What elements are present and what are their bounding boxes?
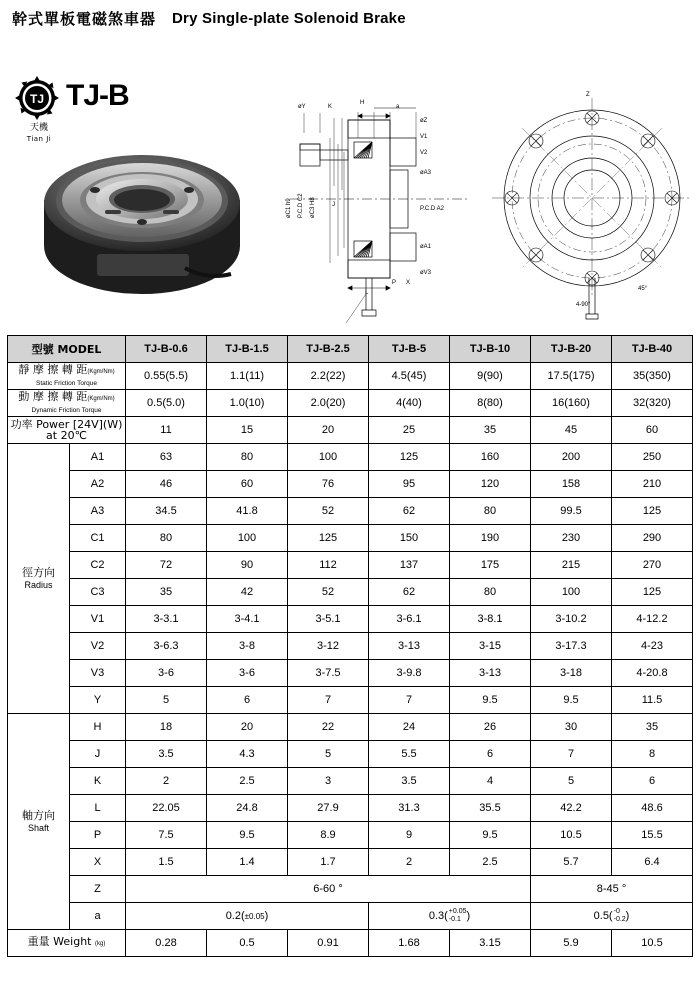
cell: 80 [126, 525, 207, 552]
cell: 4-23 [612, 633, 693, 660]
cell: 35 [450, 417, 531, 444]
cell: 24 [369, 714, 450, 741]
cell: 215 [531, 552, 612, 579]
cell: 95 [369, 471, 450, 498]
table-row [8, 795, 693, 822]
cell: 11 [126, 417, 207, 444]
cell: 100 [288, 444, 369, 471]
illustration-area [0, 33, 700, 333]
cell: 60 [612, 417, 693, 444]
cell: 3.5 [369, 768, 450, 795]
cell: 210 [612, 471, 693, 498]
svg-text:øV3: øV3 [420, 270, 432, 276]
cell: 15.5 [612, 822, 693, 849]
cell: 7 [369, 687, 450, 714]
cell: 3 [288, 768, 369, 795]
group-label-shaft: 軸方向 Shaft [8, 714, 70, 930]
cell: 31.3 [369, 795, 450, 822]
cell: 26 [450, 714, 531, 741]
cell: 6 [450, 741, 531, 768]
dim-name: A2 [70, 471, 126, 498]
cell: 1.7 [288, 849, 369, 876]
model-col-6: TJ-B-40 [612, 336, 693, 363]
cell: 125 [369, 444, 450, 471]
company-pinyin: Tian Ji [26, 135, 52, 143]
table-row [8, 876, 693, 903]
svg-text:P.C.D A2: P.C.D A2 [420, 206, 444, 212]
cell: 3-6 [126, 660, 207, 687]
dim-name: a [70, 903, 126, 930]
table-row [8, 903, 693, 930]
model-col-5: TJ-B-20 [531, 336, 612, 363]
cell-a-1: 0.2(±0.05) [126, 903, 369, 930]
cell: 1.5 [126, 849, 207, 876]
cell: 17.5(175) [531, 363, 612, 390]
cell: 190 [450, 525, 531, 552]
cell-a-2: 0.3( +0.05 -0.1 ) [369, 903, 531, 930]
cell: 35 [612, 714, 693, 741]
cell: 3-18 [531, 660, 612, 687]
cell: 125 [612, 579, 693, 606]
cell: 90 [207, 552, 288, 579]
cell: 3.15 [450, 930, 531, 957]
svg-text:øA1: øA1 [420, 244, 432, 250]
cell: 3-17.3 [531, 633, 612, 660]
cell: 7 [531, 741, 612, 768]
cell: 125 [288, 525, 369, 552]
table-row [8, 444, 693, 471]
cell: 7.5 [126, 822, 207, 849]
svg-text:V1: V1 [420, 134, 428, 140]
svg-text:øC3 H8: øC3 H8 [310, 197, 316, 218]
cell: 3-10.2 [531, 606, 612, 633]
svg-text:øZ: øZ [420, 118, 428, 124]
cell: 270 [612, 552, 693, 579]
cell: 76 [288, 471, 369, 498]
dim-name: J [70, 741, 126, 768]
cell: 100 [207, 525, 288, 552]
model-col-1: TJ-B-1.5 [207, 336, 288, 363]
cell: 2.5 [207, 768, 288, 795]
page-header [0, 0, 700, 33]
cell: 0.91 [288, 930, 369, 957]
cell: 3-12 [288, 633, 369, 660]
table-row [8, 579, 693, 606]
cell: 9 [369, 822, 450, 849]
cell: 2 [126, 768, 207, 795]
cell: 3-9.8 [369, 660, 450, 687]
cell: 3.5 [126, 741, 207, 768]
cell: 9(90) [450, 363, 531, 390]
svg-text:P.C.D C2: P.C.D C2 [298, 193, 304, 218]
cell: 290 [612, 525, 693, 552]
cell: 3-4.1 [207, 606, 288, 633]
cell: 3-6 [207, 660, 288, 687]
row-label-dynamic-torque: 動 摩 擦 轉 距(Kgm/Nm) Dynamic Friction Torque [8, 390, 126, 417]
cell: 200 [531, 444, 612, 471]
cell: 45 [531, 417, 612, 444]
table-row [8, 849, 693, 876]
specification-table [7, 335, 693, 957]
cell: 0.55(5.5) [126, 363, 207, 390]
svg-text:Z: Z [586, 92, 590, 98]
svg-text:øC1 h9: øC1 h9 [286, 198, 292, 218]
dim-name: H [70, 714, 126, 741]
brand-logo [14, 75, 164, 143]
cell: 80 [207, 444, 288, 471]
cell: 34.5 [126, 498, 207, 525]
cell: 22 [288, 714, 369, 741]
cell: 5.9 [531, 930, 612, 957]
cell: 46 [126, 471, 207, 498]
cell: 41.8 [207, 498, 288, 525]
cell: 52 [288, 498, 369, 525]
cell: 9.5 [450, 822, 531, 849]
cell: 8.9 [288, 822, 369, 849]
brand-name: TJ-B [66, 79, 129, 112]
row-label-power: 功率 Power [24V](W) at 20℃ [8, 417, 126, 444]
table-row [8, 660, 693, 687]
cell: 72 [126, 552, 207, 579]
table-row [8, 741, 693, 768]
cell: 120 [450, 471, 531, 498]
table-row [8, 768, 693, 795]
cell: 10.5 [612, 930, 693, 957]
page-title-cn: 幹式單板電磁煞車器 [12, 10, 157, 28]
cell: 15 [207, 417, 288, 444]
table-row [8, 552, 693, 579]
cell: 4 [450, 768, 531, 795]
cell: 1.1(11) [207, 363, 288, 390]
cell: 4-12.2 [612, 606, 693, 633]
cell: 100 [531, 579, 612, 606]
svg-text:a: a [396, 104, 400, 110]
cell: 0.5(5.0) [126, 390, 207, 417]
dim-name: A3 [70, 498, 126, 525]
cell: 4.3 [207, 741, 288, 768]
group-label-radius: 徑方向 Radius [8, 444, 70, 714]
gear-icon [14, 75, 60, 121]
dim-name: C2 [70, 552, 126, 579]
table-row [8, 606, 693, 633]
dim-name: K [70, 768, 126, 795]
cell: 20 [288, 417, 369, 444]
cell: 112 [288, 552, 369, 579]
table-row [8, 714, 693, 741]
cell: 3-8.1 [450, 606, 531, 633]
cell: 52 [288, 579, 369, 606]
face-view-drawing [490, 78, 695, 323]
dim-name: V3 [70, 660, 126, 687]
cell: 60 [207, 471, 288, 498]
cell: 6.4 [612, 849, 693, 876]
cell: 5 [126, 687, 207, 714]
table-row [8, 417, 693, 444]
cell: 3-13 [369, 633, 450, 660]
cell: 18 [126, 714, 207, 741]
model-col-0: TJ-B-0.6 [126, 336, 207, 363]
cell: 32(320) [612, 390, 693, 417]
dim-name: Y [70, 687, 126, 714]
table-row [8, 525, 693, 552]
table-row [8, 363, 693, 390]
cell: 5 [531, 768, 612, 795]
cell: 8 [612, 741, 693, 768]
cell: 22.05 [126, 795, 207, 822]
model-col-2: TJ-B-2.5 [288, 336, 369, 363]
cell: 150 [369, 525, 450, 552]
cell: 30 [531, 714, 612, 741]
row-label-weight: 重量 Weight (kg) [8, 930, 126, 957]
cell: 230 [531, 525, 612, 552]
cell: 7 [288, 687, 369, 714]
cell: 6 [612, 768, 693, 795]
company-name: 天機 Tian Ji [26, 123, 52, 143]
cell: 4(40) [369, 390, 450, 417]
model-col-4: TJ-B-10 [450, 336, 531, 363]
row-label-static-torque: 靜 摩 擦 轉 距(Kgm/Nm) Static Friction Torque [8, 363, 126, 390]
cell: 3-15 [450, 633, 531, 660]
cell: 63 [126, 444, 207, 471]
cell: 5.7 [531, 849, 612, 876]
cell: 80 [450, 579, 531, 606]
svg-text:øA3: øA3 [420, 170, 432, 176]
cell: 125 [612, 498, 693, 525]
cell: 2.5 [450, 849, 531, 876]
cell: 35.5 [450, 795, 531, 822]
cell: 16(160) [531, 390, 612, 417]
cell: 1.68 [369, 930, 450, 957]
model-header: 型號 MODEL [8, 336, 126, 363]
cell: 1.4 [207, 849, 288, 876]
dim-name: V1 [70, 606, 126, 633]
dim-name: X [70, 849, 126, 876]
cell: 10.5 [531, 822, 612, 849]
cell: 25 [369, 417, 450, 444]
dim-name: Z [70, 876, 126, 903]
cell: 0.5 [207, 930, 288, 957]
cell: 62 [369, 579, 450, 606]
cell: 2 [369, 849, 450, 876]
cell: 0.28 [126, 930, 207, 957]
cell: 250 [612, 444, 693, 471]
svg-text:J: J [332, 202, 335, 208]
svg-text:X: X [406, 280, 411, 286]
dim-name: L [70, 795, 126, 822]
cell: 11.5 [612, 687, 693, 714]
table-row [8, 498, 693, 525]
table-row [8, 822, 693, 849]
cell: 62 [369, 498, 450, 525]
table-row [8, 687, 693, 714]
cell: 1.0(10) [207, 390, 288, 417]
cell: 99.5 [531, 498, 612, 525]
cell: 5.5 [369, 741, 450, 768]
cell: 9.5 [531, 687, 612, 714]
cell: 24.8 [207, 795, 288, 822]
cell: 3-3.1 [126, 606, 207, 633]
cell-z-left: 6-60 ° [126, 876, 531, 903]
cell-a-3: 0.5( -0 -0.2 ) [531, 903, 693, 930]
cell: 5 [288, 741, 369, 768]
cell: 2.0(20) [288, 390, 369, 417]
svg-text:TJ: TJ [29, 92, 45, 106]
cell: 137 [369, 552, 450, 579]
table-row [8, 471, 693, 498]
svg-text:H: H [360, 100, 365, 106]
table-row [8, 930, 693, 957]
cell: 4.5(45) [369, 363, 450, 390]
cell: 35(350) [612, 363, 693, 390]
dim-name: C1 [70, 525, 126, 552]
cell: 9.5 [207, 822, 288, 849]
svg-text:K: K [328, 104, 333, 110]
cell: 4-20.8 [612, 660, 693, 687]
table-row [8, 390, 693, 417]
svg-text:øY: øY [298, 104, 306, 110]
cell: 48.6 [612, 795, 693, 822]
svg-text:L: L [365, 290, 369, 296]
dim-name: C3 [70, 579, 126, 606]
cell: 175 [450, 552, 531, 579]
cell: 3-13 [450, 660, 531, 687]
cell: 6 [207, 687, 288, 714]
dim-name: V2 [70, 633, 126, 660]
model-col-3: TJ-B-5 [369, 336, 450, 363]
page-title-en: Dry Single-plate Solenoid Brake [172, 10, 406, 27]
cell: 158 [531, 471, 612, 498]
svg-text:V2: V2 [420, 150, 428, 156]
svg-text:P: P [392, 280, 397, 286]
cell: 35 [126, 579, 207, 606]
cell: 3-5.1 [288, 606, 369, 633]
cell: 3-8 [207, 633, 288, 660]
cell: 80 [450, 498, 531, 525]
cell: 3-7.5 [288, 660, 369, 687]
cell: 3-6.3 [126, 633, 207, 660]
table-header-row [8, 336, 693, 363]
cell: 42.2 [531, 795, 612, 822]
svg-text:45°: 45° [638, 286, 648, 292]
table-row [8, 633, 693, 660]
product-photo [35, 128, 250, 303]
cross-section-drawing [270, 78, 480, 323]
cell: 160 [450, 444, 531, 471]
cell: 20 [207, 714, 288, 741]
cell: 42 [207, 579, 288, 606]
dim-name: P [70, 822, 126, 849]
cell: 2.2(22) [288, 363, 369, 390]
cell: 3-6.1 [369, 606, 450, 633]
svg-text:4-90°: 4-90° [576, 302, 591, 308]
cell: 9.5 [450, 687, 531, 714]
cell-z-right: 8-45 ° [531, 876, 693, 903]
dim-name: A1 [70, 444, 126, 471]
cell: 27.9 [288, 795, 369, 822]
cell: 8(80) [450, 390, 531, 417]
